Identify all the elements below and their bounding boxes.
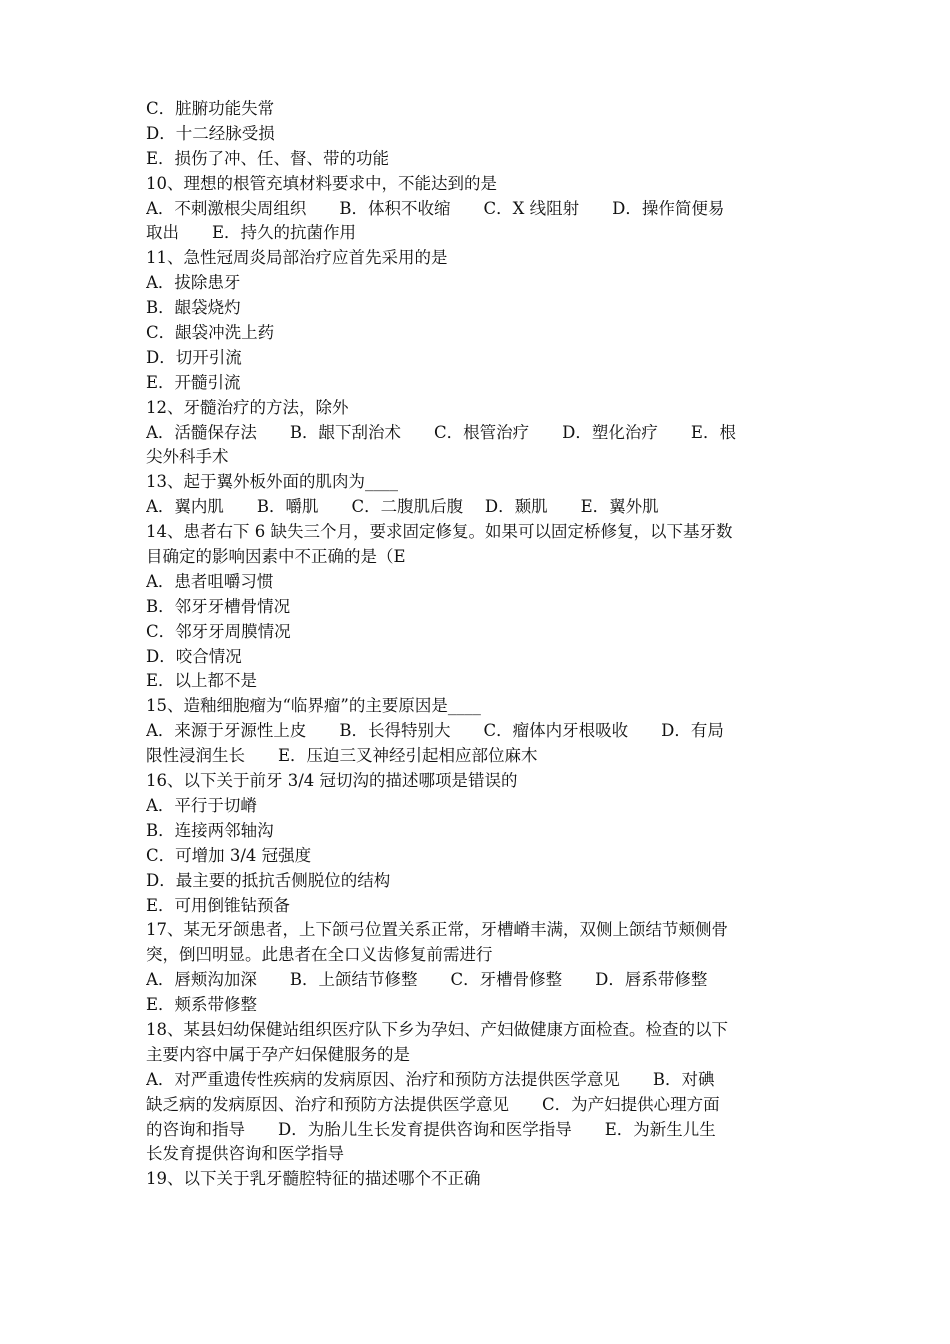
question-stem: 17、某无牙颌患者，上下颌弓位置关系正常，牙槽嵴丰满，双侧上颌结节颊侧骨 bbox=[146, 920, 728, 940]
text-line: E．损伤了冲、任、督、带的功能 bbox=[146, 148, 390, 168]
text-line: 的咨询和指导 D．为胎儿生长发育提供咨询和医学指导 E．为新生儿生 bbox=[146, 1119, 716, 1139]
question-stem: 12、牙髓治疗的方法，除外 bbox=[146, 397, 349, 417]
text-line: 缺乏病的发病原因、治疗和预防方法提供医学意见 C．为产妇提供心理方面 bbox=[146, 1094, 720, 1114]
text-line: 主要内容中属于孕产妇保健服务的是 bbox=[146, 1044, 410, 1064]
text-line: C．邻牙牙周膜情况 bbox=[146, 621, 291, 641]
text-line: 突，倒凹明显。此患者在全口义齿修复前需进行 bbox=[146, 945, 493, 965]
text-line: A．翼内肌 B．嚼肌 C．二腹肌后腹 D．颞肌 E．翼外肌 bbox=[146, 497, 659, 517]
question-stem: 15、造釉细胞瘤为“临界瘤”的主要原因是____ bbox=[146, 696, 481, 716]
question-stem: 18、某县妇幼保健站组织医疗队下乡为孕妇、产妇做健康方面检查。检查的以下 bbox=[146, 1019, 728, 1039]
text-line: A．唇颊沟加深 B．上颌结节修整 C．牙槽骨修整 D．唇系带修整 bbox=[146, 970, 708, 990]
text-line: A．拔除患牙 bbox=[146, 273, 241, 293]
document-page bbox=[146, 97, 818, 1192]
text-line: B．龈袋烧灼 bbox=[146, 298, 241, 318]
question-stem: 10、理想的根管充填材料要求中，不能达到的是 bbox=[146, 173, 497, 193]
text-line: C．龈袋冲洗上药 bbox=[146, 323, 275, 343]
question-stem: 19、以下关于乳牙髓腔特征的描述哪个不正确 bbox=[146, 1169, 481, 1189]
text-line: A．活髓保存法 B．龈下刮治术 C．根管治疗 D．塑化治疗 E．根 bbox=[146, 422, 736, 442]
text-line: D．最主要的抵抗舌侧脱位的结构 bbox=[146, 870, 391, 890]
text-line: A．平行于切嵴 bbox=[146, 795, 257, 815]
text-line: E．开髓引流 bbox=[146, 372, 241, 392]
question-stem: 14、患者右下 6 缺失三个月，要求固定修复。如果可以固定桥修复，以下基牙数 bbox=[146, 522, 733, 542]
text-line: E．颊系带修整 bbox=[146, 995, 258, 1015]
text-line: E．以上都不是 bbox=[146, 671, 258, 691]
text-line: D．切开引流 bbox=[146, 347, 242, 367]
text-line: A．对严重遗传性疾病的发病原因、治疗和预防方法提供医学意见 B．对碘 bbox=[146, 1069, 715, 1089]
text-line: 尖外科手术 bbox=[146, 447, 229, 467]
text-line: D．咬合情况 bbox=[146, 646, 242, 666]
text-line: B．邻牙牙槽骨情况 bbox=[146, 596, 291, 616]
question-stem: 13、起于翼外板外面的肌肉为____ bbox=[146, 472, 398, 492]
text-line: E．可用倒锥钻预备 bbox=[146, 895, 291, 915]
text-line: C．脏腑功能失常 bbox=[146, 99, 275, 118]
text-line: D．十二经脉受损 bbox=[146, 123, 275, 143]
text-line: 取出 E．持久的抗菌作用 bbox=[146, 223, 357, 243]
question-stem: 11、急性冠周炎局部治疗应首先采用的是 bbox=[146, 248, 448, 268]
question-stem: 16、以下关于前牙 3/4 冠切沟的描述哪项是错误的 bbox=[146, 771, 518, 791]
text-line: C．可增加 3/4 冠强度 bbox=[146, 845, 312, 865]
text-line: 限性浸润生长 E．压迫三叉神经引起相应部位麻木 bbox=[146, 746, 538, 766]
text-line: A．患者咀嚼习惯 bbox=[146, 571, 274, 591]
text-line: A．不刺激根尖周组织 B．体积不收缩 C．X 线阻射 D．操作简便易 bbox=[146, 198, 725, 218]
text-line: 目确定的影响因素中不正确的是（E bbox=[146, 547, 406, 567]
text-line: B．连接两邻轴沟 bbox=[146, 820, 274, 840]
text-line: 长发育提供咨询和医学指导 bbox=[146, 1144, 344, 1164]
text-line: A．来源于牙源性上皮 B．长得特别大 C．瘤体内牙根吸收 D．有局 bbox=[146, 721, 724, 741]
